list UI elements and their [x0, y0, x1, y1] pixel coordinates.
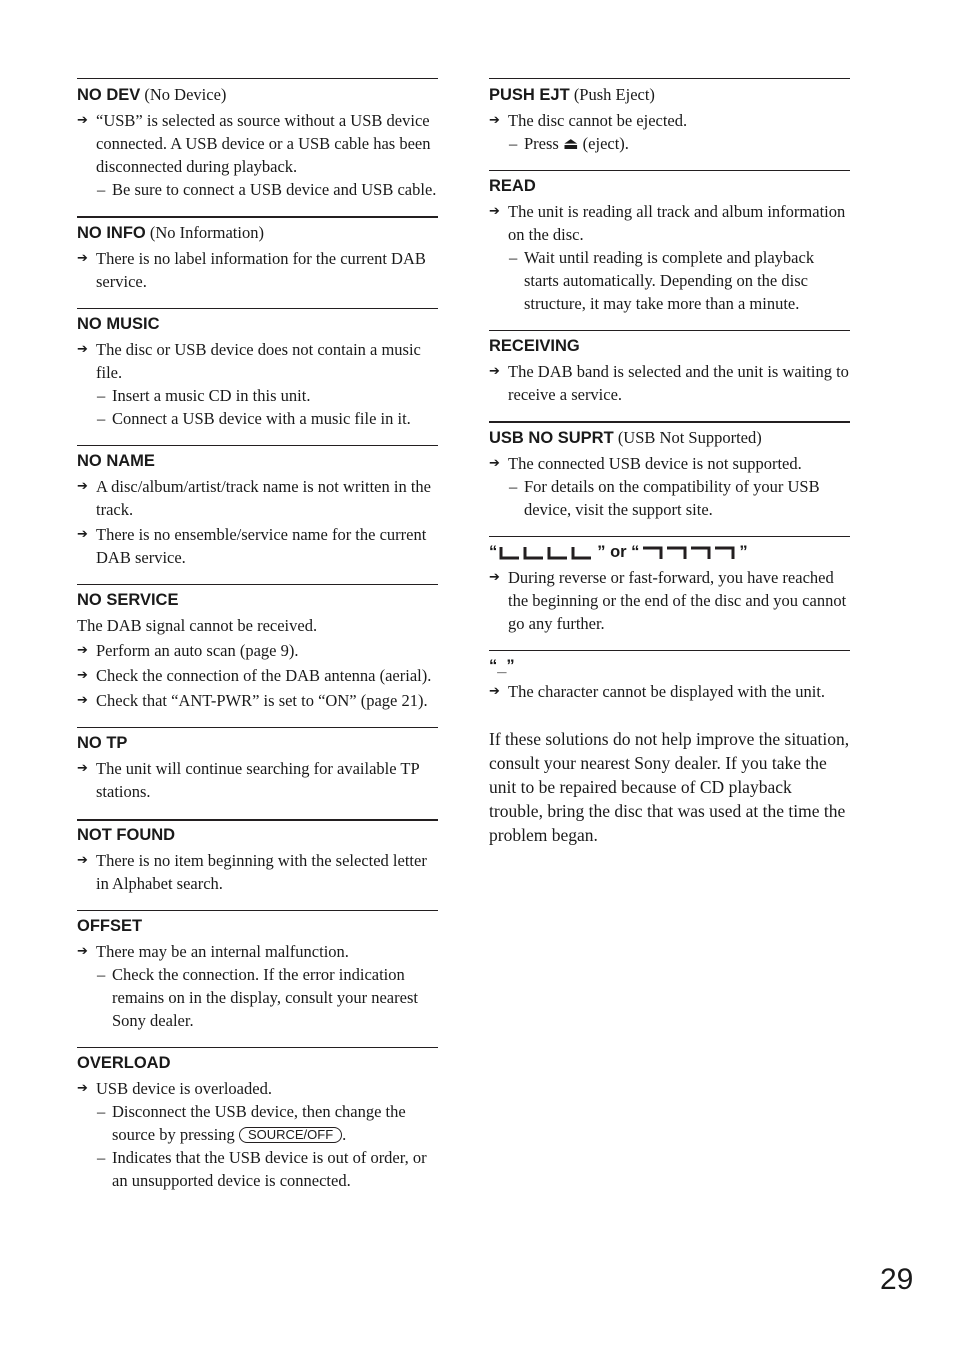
source-off-button-label: SOURCE/OFF — [239, 1127, 342, 1143]
message-section — [489, 650, 850, 703]
left-column — [77, 78, 438, 1192]
item-text: “USB” is selected as source without a USB device connected. A USB device or a USB cable has been disconnected during playback. — [96, 111, 431, 176]
segment-low-icon — [497, 546, 597, 560]
message-code: RECEIVING — [489, 337, 580, 355]
item-text: There is no item beginning with the selected letter in Alphabet search. — [96, 851, 427, 893]
message-code: OVERLOAD — [77, 1054, 171, 1072]
remedy-item — [77, 178, 438, 201]
item-text: Press ⏏ (eject). — [524, 134, 629, 153]
cause-item — [77, 757, 438, 803]
cause-item — [77, 689, 438, 712]
item-text: The disc or USB device does not contain a music file. — [96, 340, 421, 382]
message-section — [489, 78, 850, 155]
message-section — [77, 1047, 438, 1192]
message-heading — [77, 915, 438, 938]
message-section — [489, 170, 850, 315]
arrow-icon: ➔ — [489, 684, 500, 699]
message-code: NOT FOUND — [77, 826, 176, 844]
arrow-icon: ➔ — [77, 251, 88, 266]
cause-item — [77, 940, 438, 963]
cause-item — [77, 664, 438, 687]
message-section — [77, 78, 438, 201]
message-heading: “ ” or “ ” — [489, 543, 748, 561]
arrow-icon: ➔ — [77, 693, 88, 708]
remedy-item — [77, 407, 438, 430]
arrow-icon: ➔ — [77, 643, 88, 658]
cause-item — [77, 523, 438, 569]
message-code: NO NAME — [77, 452, 155, 470]
message-code: NO DEV — [77, 86, 141, 104]
message-code: “_” — [489, 657, 515, 675]
dash-mark: – — [97, 965, 106, 984]
item-text: Connect a USB device with a music file in it. — [112, 409, 411, 428]
remedy-item: – Disconnect the USB device, then change the source by pressing SOURCE/OFF . — [97, 1102, 406, 1144]
dash-mark: – — [97, 1148, 106, 1167]
item-text: The character cannot be displayed with the unit. — [508, 682, 826, 701]
item-text: The connected USB device is not supported. — [508, 454, 802, 473]
message-heading — [77, 824, 438, 847]
item-text: Perform an auto scan (page 9). — [96, 641, 299, 660]
segment-high-icon — [639, 546, 739, 560]
cause-item — [77, 338, 438, 384]
page-number: 29 — [880, 1263, 914, 1296]
message-code: PUSH EJT — [489, 86, 570, 104]
message-heading — [77, 589, 438, 612]
message-code: OFFSET — [77, 917, 143, 935]
message-section — [77, 819, 438, 895]
item-text: A disc/album/artist/track name is not written in the track. — [96, 477, 431, 519]
item-text: Be sure to connect a USB device and USB cable. — [112, 180, 437, 199]
arrow-icon: ➔ — [77, 1081, 88, 1096]
arrow-icon: ➔ — [77, 668, 88, 683]
arrow-icon: ➔ — [77, 853, 88, 868]
message-code: NO TP — [77, 734, 128, 752]
message-section — [77, 910, 438, 1032]
message-section — [489, 536, 850, 635]
cause-item — [489, 452, 850, 475]
remedy-item — [77, 1146, 438, 1192]
message-section — [77, 216, 438, 293]
message-heading — [77, 1052, 438, 1075]
message-subtitle: (Push Eject) — [569, 85, 655, 104]
message-heading — [77, 313, 438, 336]
item-text: Wait until reading is complete and playback starts automatically. Depending on the disc structure, it may take more than a minute. — [524, 248, 815, 313]
message-heading — [489, 175, 850, 198]
message-section — [77, 445, 438, 569]
item-text: Disconnect the USB device, then change the source by pressing — [112, 1102, 406, 1144]
cause-item — [77, 109, 438, 178]
remedy-item — [489, 246, 850, 315]
cause-item — [77, 247, 438, 293]
message-section — [77, 584, 438, 712]
message-heading — [77, 221, 438, 245]
cause-item — [77, 475, 438, 521]
message-heading — [77, 732, 438, 755]
dash-mark: – — [509, 134, 518, 153]
arrow-icon: ➔ — [489, 364, 500, 379]
message-section — [77, 727, 438, 803]
dash-mark: – — [97, 409, 106, 428]
arrow-icon: ➔ — [77, 527, 88, 542]
item-text: Check the connection of the DAB antenna (aerial). — [96, 666, 432, 685]
message-heading — [489, 426, 850, 450]
item-text: The disc cannot be ejected. — [508, 111, 688, 130]
message-code: USB NO SUPRT — [489, 429, 614, 447]
item-text: Check that “ANT-PWR” is set to “ON” (page 21). — [96, 691, 428, 710]
cause-item — [489, 360, 850, 406]
message-code: NO SERVICE — [77, 591, 179, 609]
cause-item — [489, 109, 850, 132]
item-text: For details on the compatibility of your USB device, visit the support site. — [524, 477, 820, 519]
message-section — [489, 421, 850, 521]
item-text: The DAB band is selected and the unit is waiting to receive a service. — [508, 362, 849, 404]
message-subtitle: (No Device) — [140, 85, 227, 104]
arrow-icon: ➔ — [489, 113, 500, 128]
cause-item — [77, 639, 438, 662]
arrow-icon: ➔ — [77, 944, 88, 959]
message-heading — [77, 83, 438, 107]
message-code: NO MUSIC — [77, 315, 160, 333]
item-text: The unit will continue searching for available TP stations. — [96, 759, 420, 801]
item-text: During reverse or fast-forward, you have reached the beginning or the end of the disc and you cannot go any further. — [508, 568, 847, 633]
remedy-item — [489, 475, 850, 521]
item-text: Insert a music CD in this unit. — [112, 386, 311, 405]
arrow-icon: ➔ — [77, 479, 88, 494]
item-text: USB device is overloaded. — [96, 1079, 272, 1098]
cause-item — [489, 680, 850, 703]
remedy-item — [77, 384, 438, 407]
arrow-icon: ➔ — [77, 342, 88, 357]
closing-note: If these solutions do not help improve the situation, consult your nearest Sony dealer. If you take the unit to be repaired because of CD playback trouble, bring the disc that was used at the time the problem began. — [489, 729, 850, 845]
item-text: Indicates that the USB device is out of order, or an unsupported device is connected. — [112, 1148, 427, 1190]
dash-mark: – — [509, 248, 518, 267]
message-code: NO INFO — [77, 224, 146, 242]
item-text: There may be an internal malfunction. — [96, 942, 349, 961]
message-heading — [489, 83, 850, 107]
arrow-icon: ➔ — [489, 456, 500, 471]
arrow-icon: ➔ — [489, 204, 500, 219]
cause-item — [489, 200, 850, 246]
right-column — [489, 78, 850, 847]
item-text: The DAB signal cannot be received. — [77, 616, 318, 635]
message-section — [77, 308, 438, 430]
dash-mark: – — [509, 477, 518, 496]
message-heading — [489, 655, 850, 678]
dash-mark: – — [97, 386, 106, 405]
message-code: READ — [489, 177, 536, 195]
dash-mark: – — [97, 1102, 106, 1121]
remedy-item — [489, 132, 850, 155]
item-text: There is no label information for the current DAB service. — [96, 249, 426, 291]
description-text — [77, 614, 438, 637]
cause-item — [489, 566, 850, 635]
cause-item — [77, 1077, 438, 1100]
message-subtitle: (USB Not Supported) — [613, 428, 762, 447]
item-text: The unit is reading all track and album information on the disc. — [508, 202, 846, 244]
remedy-item — [77, 963, 438, 1032]
arrow-icon: ➔ — [489, 570, 500, 585]
arrow-icon: ➔ — [77, 761, 88, 776]
message-heading — [489, 335, 850, 358]
message-section — [489, 330, 850, 406]
cause-item — [77, 849, 438, 895]
dash-mark: – — [97, 180, 106, 199]
message-subtitle: (No Information) — [145, 223, 264, 242]
item-text: There is no ensemble/service name for the current DAB service. — [96, 525, 427, 567]
message-heading — [77, 450, 438, 473]
item-text: Check the connection. If the error indication remains on in the display, consult your nearest Sony dealer. — [112, 965, 418, 1030]
arrow-icon: ➔ — [77, 113, 88, 128]
